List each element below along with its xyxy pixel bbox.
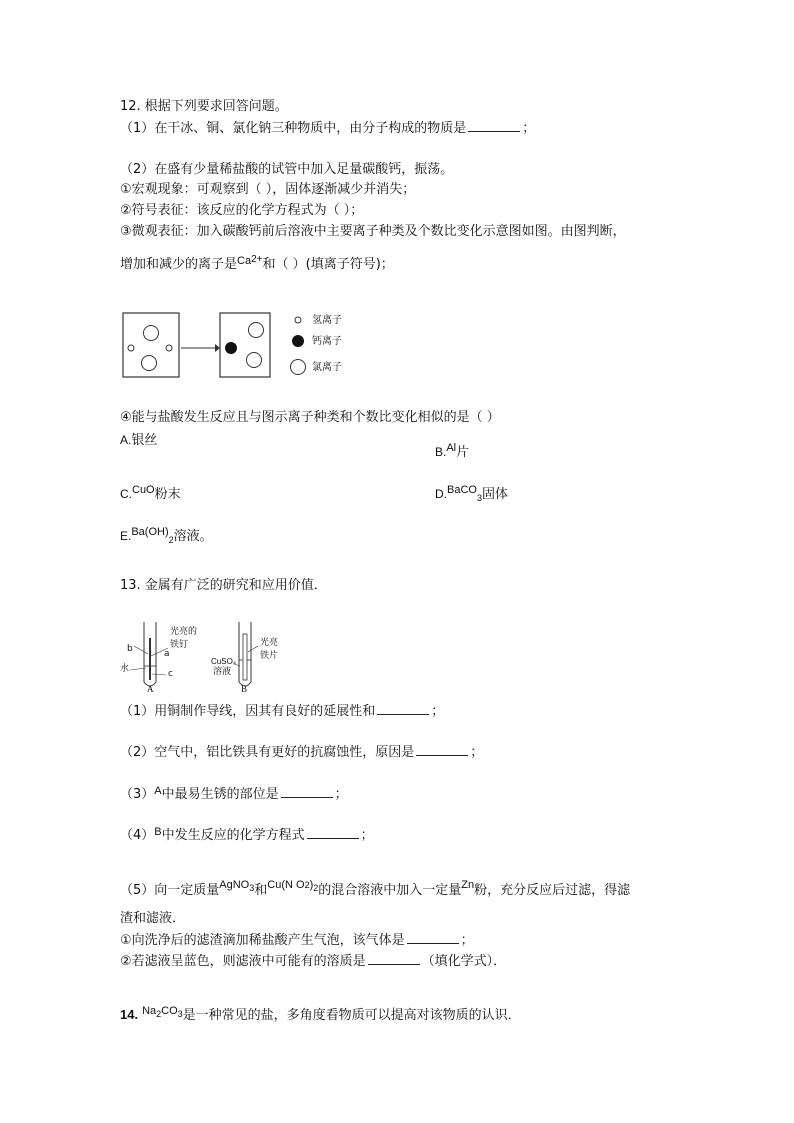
cuno3-subscript-3: 2 [304,880,310,890]
answer-blank[interactable] [407,931,459,944]
q13-title: 13. 金属有广泛的研究和应用价值． [120,578,327,593]
option-e-formula: Ba(OH) [131,526,169,538]
hydrogen-ion [166,345,172,351]
option-c-formula: CuO [132,484,155,496]
chloride-ion [249,323,264,338]
option-e-text: 溶液。 [173,529,213,544]
cuno3-formula: Cu(N O [267,879,305,891]
chloride-ion [144,326,159,341]
option-c-label: C. [120,487,132,501]
q13-part5 [120,879,631,900]
q12-title: 12. 根据下列要求回答问题。 [120,99,288,114]
zn-formula: Zn [461,879,475,891]
q13-part5-and: 和 [254,883,268,898]
q13-part3-text: 中最易生锈的部位是 [161,787,279,802]
agno3-subscript: 3 [249,883,255,893]
q12-part2: （2）在盛有少量稀盐酸的试管中加入足量碳酸钙，振荡。 [120,162,454,177]
q13-part5-1-suffix: ； [460,933,474,948]
na2co3-na: Na [142,1005,157,1017]
q12-part2-3b-text: 增加和减少的离子是 [120,257,238,272]
q12-part2-4: ④能与盐酸发生反应且与图示离子种类和个数比变化相似的是（ ） [120,410,500,425]
q13-part2 [120,743,483,762]
option-d-label: D. [435,487,447,501]
q13-part4-b: B [154,826,162,838]
chloride-ion [142,356,157,371]
option-c[interactable] [120,485,181,504]
cuno3-subscript-2: 2 [313,883,319,893]
q12-part1 [120,119,535,138]
answer-blank[interactable] [416,743,468,756]
option-d-formula: BaCO [447,484,477,496]
option-d[interactable] [435,485,508,504]
option-b-text: 片 [456,445,470,460]
pointer-b [134,646,148,654]
fig-label-nail-2: 铁钉 [170,640,189,650]
q13-part4-num: （4） [120,828,155,843]
q13-part4-text: 中发生反应的化学方程式 [161,828,305,843]
q14-text: 是一种常见的盐，多角度看物质可以提高对该物质的认识． [182,1008,521,1023]
cuno3-close-paren: ) [309,879,314,891]
q13-part3-a: A [154,785,162,797]
option-e-subscript: 2 [168,535,174,545]
option-d-text: 固体 [481,487,508,502]
answer-blank[interactable] [377,702,429,715]
q13-part5-text: （5）向一定质量 [120,883,220,898]
ca-ion-charge: 2+ [251,254,263,265]
option-d-subscript: 3 [476,493,482,503]
option-b[interactable] [435,443,469,462]
q13-part3-num: （3） [120,787,155,802]
fig-label-sheet-2: 铁片 [260,651,279,661]
chloride-ion [247,353,262,368]
iron-sheet-b [243,634,247,680]
option-c-text: 粉末 [154,487,181,502]
fig-label-water: 水 [120,664,130,674]
q13-part5-2 [120,952,506,971]
fig-label-sheet-1: 光亮 [260,638,279,648]
legend-calcium-label: 钙离子 [312,336,342,347]
fig-label-a: a [164,649,170,659]
q12-part2-3b-suffix: 和（ ）(填离子符号)； [262,257,394,272]
q13-part1-suffix: ； [431,704,445,719]
fig-label-tube-a: A [147,684,154,694]
fig-label-cuso4: CuSO₄ [211,657,237,666]
na2co3-na-subscript: 2 [156,1009,162,1019]
legend-calcium-symbol [292,335,304,347]
q13-part4-suffix: ； [360,828,374,843]
option-b-label: B. [435,445,447,459]
option-b-formula: Al [446,442,457,454]
q13-part5-1 [120,931,474,950]
q13-part1 [120,702,444,721]
pointer-c [152,674,166,675]
q13-part2-suffix: ； [470,745,484,760]
legend-hydrogen-label: 氢离子 [312,315,342,326]
q13-part3 [120,785,348,804]
q13-part3-suffix: ； [334,787,348,802]
option-a-label: A. [120,433,132,447]
q13-part5-end: 粉，充分反应后过滤，得滤 [474,883,631,898]
agno3-formula: AgNO [219,879,250,891]
na2co3-co-subscript: 3 [177,1009,183,1019]
option-e-label: E. [120,529,132,543]
fig-label-c: c [168,669,173,679]
option-a-text: 银丝 [131,433,158,448]
q12-part1-suffix: ； [522,121,536,136]
answer-blank[interactable] [368,952,420,965]
arrow-head [215,344,220,352]
ca-ion-symbol: Ca [237,255,252,267]
legend-chloride-symbol [291,360,306,375]
na2co3-co: CO [161,1005,178,1017]
q12-part2-1: ①宏观现象：可观察到（ ），固体逐渐减少并消失； [120,182,416,197]
calcium-ion [225,342,237,354]
q12-part2-2: ②符号表征：该反应的化学方程式为（ ）； [120,203,364,218]
fig-label-solution: 溶液 [213,667,232,677]
q14-title [120,1006,521,1025]
q12-part2-3b [120,256,394,275]
q14-number: 14. [120,1007,139,1022]
q12-part1-text: （1）在干冰、铜、氯化钠三种物质中，由分子构成的物质是 [120,121,467,136]
option-e[interactable] [120,527,213,546]
q13-part2-text: （2）空气中，铝比铁具有更好的抗腐蚀性，原因是 [120,745,415,760]
q13-part5-2-text: ②若滤液呈蓝色，则滤液中可能有的溶质是 [120,954,366,969]
q13-part5-line2: 渣和滤液． [120,911,186,926]
q13-part5-2-suffix: （填化学式）． [421,954,507,969]
legend-chloride-label: 氯离子 [312,362,342,373]
option-a[interactable] [120,431,157,450]
q13-part5-1-text: ①向洗净后的滤渣滴加稀盐酸产生气泡，该气体是 [120,933,405,948]
q13-part4 [120,826,374,845]
q12-part2-3: ③微观表征：加入碳酸钙前后溶液中主要离子种类及个数比变化示意图如图。由图判断， [120,224,626,239]
answer-blank[interactable] [468,119,520,132]
legend-hydrogen-symbol [295,317,301,323]
hydrogen-ion [128,345,134,351]
fig-label-tube-b: B [241,684,248,694]
q13-part5-mid: 的混合溶液中加入一定量 [318,883,462,898]
pointer-sheet [248,646,258,652]
fig-label-b: b [127,644,133,654]
answer-blank[interactable] [281,785,333,798]
q13-part1-text: （1）用铜制作导线，因其有良好的延展性和 [120,704,376,719]
answer-blank[interactable] [307,826,359,839]
fig-label-nail-1: 光亮的 [170,627,198,637]
